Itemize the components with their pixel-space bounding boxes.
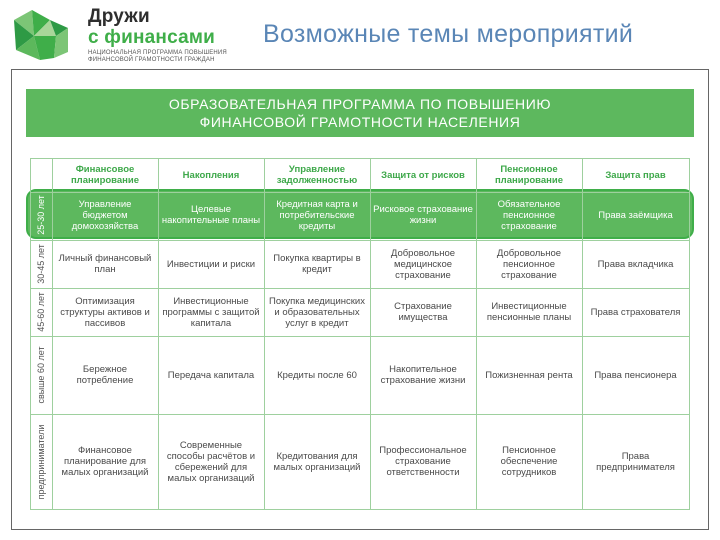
table-cell: Инвестиции и риски	[166, 258, 256, 270]
table-cell: Пенсионное обеспечение сотрудников	[500, 445, 558, 478]
table-cell: Современные способы расчётов и сбережений для малых организаций	[166, 439, 256, 484]
column-header: Накопления	[182, 169, 240, 181]
table-cell: Права предпринимателя	[596, 450, 675, 473]
logo-subtitle: НАЦИОНАЛЬНАЯ ПРОГРАММА ПОВЫШЕНИЯ ФИНАНСОВОЙ ГРАМОТНОСТИ ГРАЖДАН	[88, 50, 227, 63]
table-cell: Инвестиционные пенсионные планы	[486, 301, 572, 323]
table-cell: Кредитная карта и потребительские кредиты	[276, 198, 358, 232]
table-cell: Обязательное пенсионное страхование	[497, 198, 561, 232]
table-cell: Инвестиционные программы с защитой капитала	[162, 295, 260, 329]
logo	[10, 4, 225, 66]
table-cell: Накопительное страхование жизни	[380, 364, 466, 386]
row-label-text: свыше 60 лет	[36, 346, 46, 404]
grid-line	[689, 158, 690, 510]
row-label	[30, 414, 52, 509]
row-label-text: 45-60 лет	[36, 292, 46, 332]
table-cell: Покупка квартиры в кредит	[273, 253, 361, 275]
row-label-text: 25-30 лет	[36, 195, 46, 235]
table-cell: Финансовое планирование для малых организаций	[61, 445, 149, 478]
banner-line1: ОБРАЗОВАТЕЛЬНАЯ ПРОГРАММА ПО ПОВЫШЕНИЮ	[168, 96, 552, 112]
program-banner	[26, 89, 694, 137]
page-title: Возможные темы мероприятий	[263, 20, 634, 48]
row-label	[30, 188, 52, 242]
column-header: Финансовое планирование	[70, 164, 140, 186]
table-cell: Права пенсионера	[594, 369, 677, 381]
column-header: Пенсионное планирование	[494, 164, 564, 186]
grid-line	[30, 509, 690, 510]
row-label	[30, 240, 52, 288]
table-cell: Права заёмщика	[598, 209, 673, 221]
table-cell: Оптимизация структуры активов и пассивов	[60, 295, 150, 329]
table-cell: Кредиты после 60	[277, 369, 357, 381]
table-cell: Управление бюджетом домохозяйства	[71, 198, 139, 232]
table-cell: Передача капитала	[167, 369, 255, 381]
column-header: Защита прав	[605, 169, 666, 181]
row-label-text: 30-45 лет	[36, 244, 46, 284]
table-cell: Кредитования для малых организаций	[273, 450, 361, 473]
topics-table	[30, 158, 690, 510]
row-label-text: предприниматели	[36, 424, 46, 499]
table-cell: Профессиональное страхование ответственности	[379, 445, 467, 478]
logo-title	[88, 6, 215, 48]
banner-line2: ФИНАНСОВОЙ ГРАМОТНОСТИ НАСЕЛЕНИЯ	[199, 114, 521, 130]
table-cell: Покупка медицинских и образовательных услуг в кредит	[269, 295, 365, 329]
table-cell: Добровольное медицинское страхование	[390, 247, 456, 281]
table-cell: Рисковое страхование жизни	[373, 204, 473, 226]
table-cell: Бережное потребление	[76, 364, 134, 386]
table-cell: Целевые накопительные планы	[161, 204, 261, 226]
column-header: Управление задолженностью	[276, 164, 358, 186]
table-cell: Добровольное пенсионное страхование	[496, 247, 562, 281]
table-cell: Личный финансовый план	[58, 253, 152, 275]
table-cell: Права вкладчика	[597, 258, 674, 270]
row-label	[30, 336, 52, 414]
logo-line2: с финансами	[88, 27, 215, 48]
row-label	[30, 288, 52, 336]
logo-line1: Дружи	[88, 6, 150, 27]
table-cell: Страхование имущества	[394, 301, 452, 323]
table-cell: Пожизненная рента	[485, 369, 573, 381]
logo-emblem-icon	[10, 6, 72, 64]
table-cell: Права страхователя	[590, 306, 681, 318]
column-header: Защита от рисков	[381, 169, 465, 181]
